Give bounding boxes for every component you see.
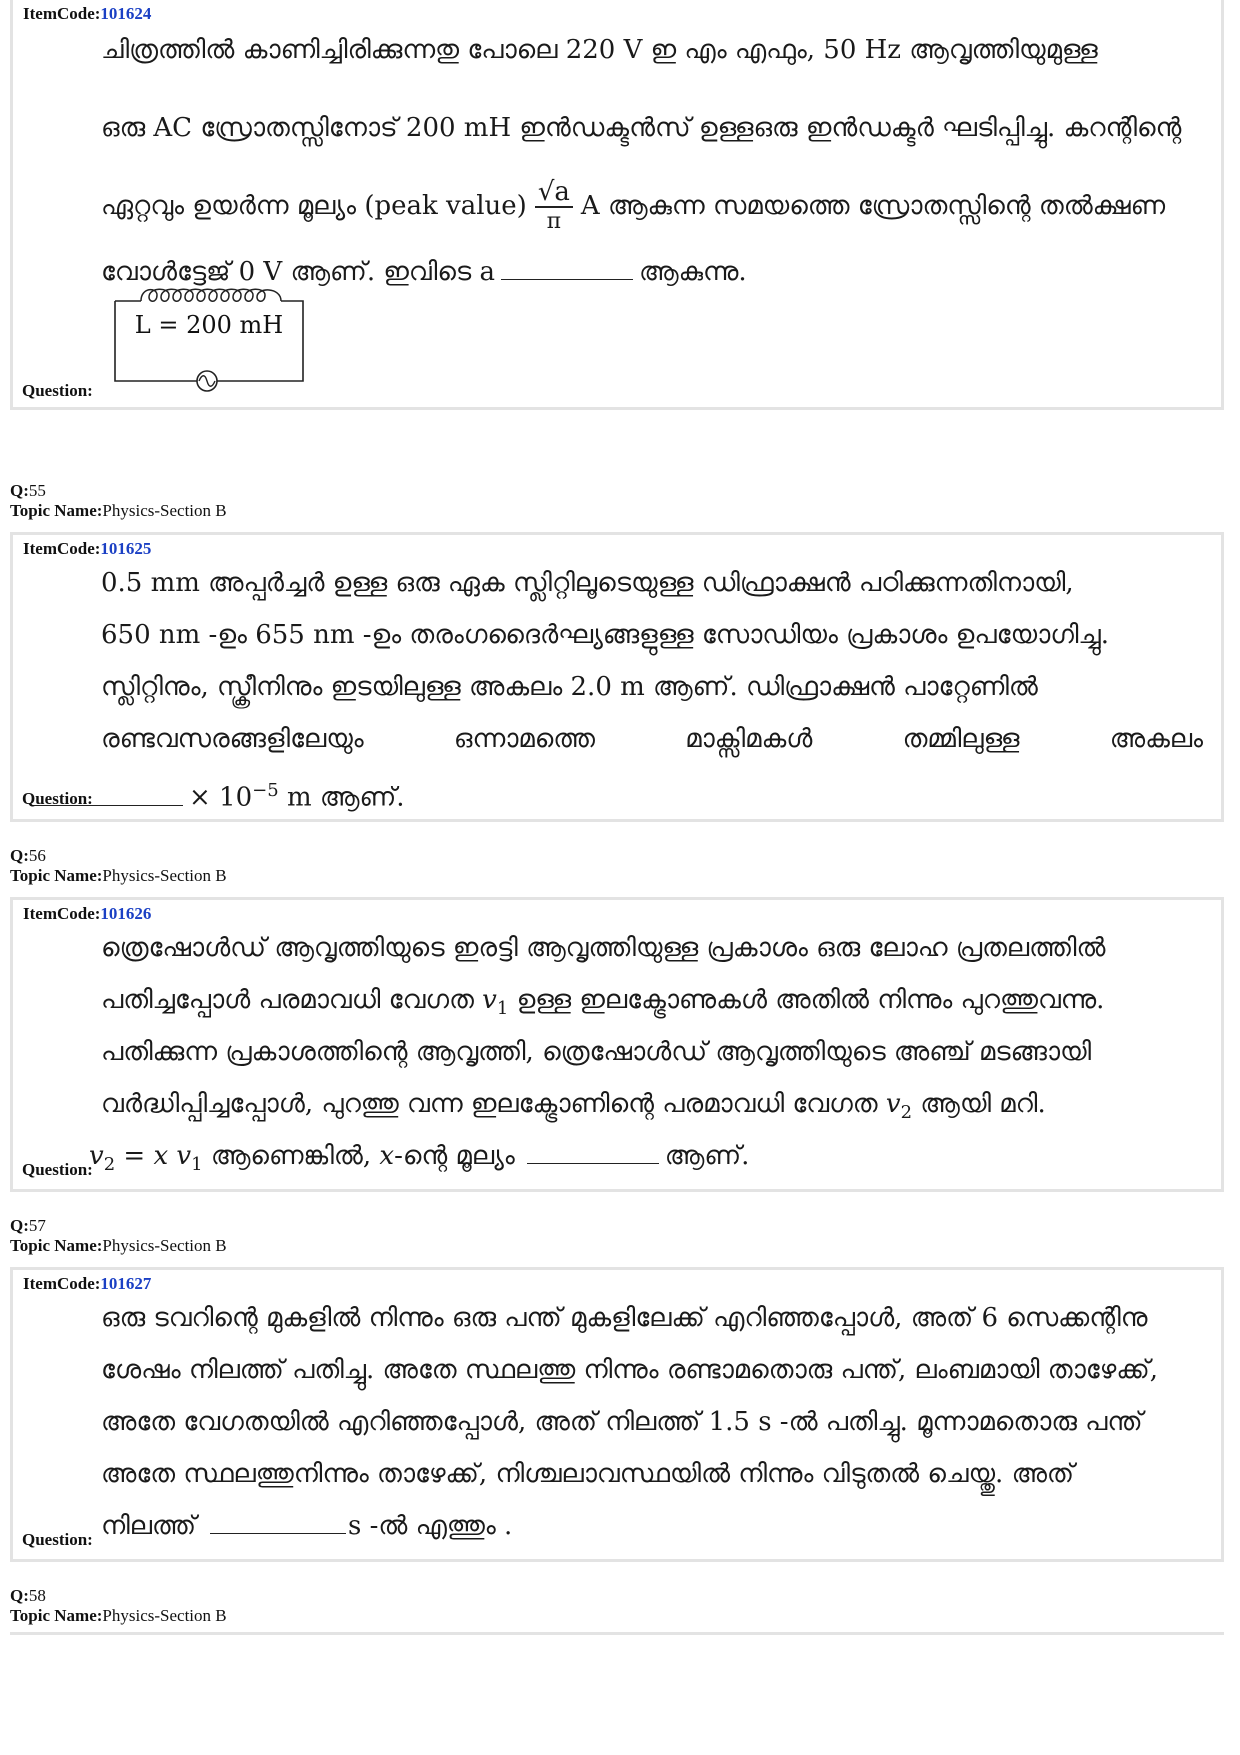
text-line: അതേ സ്ഥലത്തുനിന്നും താഴേക്ക്, നിശ്ചലാവസ്ഥയിൽ നിന്നും വിടുതൽ ചെയ്തു. അത് bbox=[101, 1459, 1075, 1489]
text-line: ത്രെഷോൾഡ് ആവൃത്തിയുടെ ഇരട്ടി ആവൃത്തിയുള്ള പ്രകാശം ഒരു ലോഹ പ്രതലത്തിൽ bbox=[101, 933, 1106, 963]
question-text bbox=[101, 24, 1203, 298]
question-text bbox=[89, 922, 1203, 1182]
text-line: വോൾട്ടേജ് 0 V ആണ്. ഇവിടെ a ആകുന്നു. bbox=[101, 246, 1203, 298]
question-meta-58: Q:58 Topic Name:Physics-Section B bbox=[10, 1586, 227, 1625]
question-number: 57 bbox=[28, 1216, 46, 1235]
question-number: 55 bbox=[28, 481, 46, 500]
question-box-101624 bbox=[10, 0, 1224, 410]
answer-blank bbox=[501, 253, 633, 280]
question-meta-56: Q:56 Topic Name:Physics-Section B bbox=[10, 846, 227, 885]
item-code-row: ItemCode:101624 bbox=[23, 4, 152, 23]
question-label: Question: bbox=[22, 1530, 93, 1549]
inductor-circuit-diagram bbox=[113, 287, 313, 397]
question-label: Question: bbox=[22, 381, 93, 400]
item-code-row: ItemCode:101627 bbox=[23, 1274, 152, 1293]
text-line: രണ്ടവസരങ്ങളിലേയും ഒന്നാമത്തെ മാക്സിമകൾ തമ്മിലുള്ള അകലം bbox=[101, 724, 1203, 754]
text-line: പതിച്ചപ്പോൾ പരമാവധി വേഗത $v_1$ ഉള്ള ഇലക്ട്രോണുകൾ അതിൽ നിന്നും പുറത്തുവന്നു. bbox=[101, 985, 1105, 1020]
topic-name: Physics-Section B bbox=[102, 866, 227, 885]
question-box-101626 bbox=[10, 897, 1224, 1192]
text-line: ഒരു ടവറിന്റെ മുകളിൽ നിന്നും ഒരു പന്ത് മുകളിലേക്ക് എറിഞ്ഞപ്പോൾ, അത് 6 സെക്കന്റിനു bbox=[101, 1303, 1148, 1333]
question-label: Question: bbox=[22, 789, 93, 808]
item-code-link[interactable]: 101626 bbox=[100, 904, 152, 923]
question-text bbox=[101, 1292, 1203, 1552]
item-code-row: ItemCode:101626 bbox=[23, 904, 152, 923]
question-text bbox=[101, 557, 1203, 817]
question-label: Question: bbox=[22, 1160, 93, 1179]
topic-name: Physics-Section B bbox=[102, 501, 227, 520]
text-line: ഒരു AC സ്രോതസ്സിനോട് 200 mH ഇൻഡക്ടൻസ് ഉള്ളഒരു ഇൻഡക്ടർ ഘടിപ്പിച്ചു. കറന്റിന്റെ bbox=[101, 113, 1182, 143]
question-number: 58 bbox=[28, 1586, 46, 1605]
text-line: 0.5 mm അപ്പർച്ചർ ഉള്ള ഒരു ഏക സ്ലിറ്റിലൂടെയുള്ള ഡിഫ്രാക്ഷൻ പഠിക്കുന്നതിനായി, bbox=[101, 568, 1074, 598]
text-line: × $10^{-5}$ m ആണ്. bbox=[23, 765, 1203, 817]
item-code-link[interactable]: 101624 bbox=[100, 4, 152, 23]
question-box-101625 bbox=[10, 532, 1224, 822]
text-line: 650 nm -ഉം 655 nm -ഉം തരംഗദൈർഘ്യങ്ങളുള്ള സോഡിയം പ്രകാശം ഉപയോഗിച്ചു. bbox=[101, 620, 1110, 650]
topic-name: Physics-Section B bbox=[102, 1606, 227, 1625]
text-line: വർദ്ധിപ്പിച്ചപ്പോൾ, പുറത്തു വന്ന ഇലക്ട്രോണിന്റെ പരമാവധി വേഗത $v_2$ ആയി മറി. bbox=[101, 1089, 1046, 1124]
next-box-edge bbox=[10, 1632, 1224, 1635]
text-line: ചിത്രത്തിൽ കാണിച്ചിരിക്കുന്നതു പോലെ 220 V ഇ എം എഫും, 50 Hz ആവൃത്തിയുമുള്ള bbox=[101, 35, 1098, 65]
answer-blank bbox=[210, 1507, 346, 1534]
inductor-label: L = 200 mH bbox=[134, 311, 284, 339]
question-number: 56 bbox=[28, 846, 46, 865]
text-line: സ്ലിറ്റിനും, സ്ക്രീനിനും ഇടയിലുള്ള അകലം 2.0 m ആണ്. ഡിഫ്രാക്ഷൻ പാറ്റേണിൽ bbox=[101, 672, 1038, 702]
item-code-link[interactable]: 101627 bbox=[100, 1274, 152, 1293]
question-meta-55: Q:55 Topic Name:Physics-Section B bbox=[10, 481, 227, 520]
item-code-row: ItemCode:101625 bbox=[23, 539, 152, 558]
text-line: ശേഷം നിലത്ത് പതിച്ചു. അതേ സ്ഥലത്തു നിന്നും രണ്ടാമതൊരു പന്ത്, ലംബമായി താഴേക്ക്, bbox=[101, 1355, 1158, 1385]
question-box-101627 bbox=[10, 1267, 1224, 1562]
text-line: പതിക്കുന്ന പ്രകാശത്തിന്റെ ആവൃത്തി, ത്രെഷോൾഡ് ആവൃത്തിയുടെ അഞ്ച് മടങ്ങായി bbox=[101, 1037, 1092, 1067]
text-line: $v_2 = x$ $v_1$ ആണെങ്കിൽ, x-ന്റെ മൂല്യം ആണ്. bbox=[89, 1130, 1203, 1182]
text-line: അതേ വേഗതയിൽ എറിഞ്ഞപ്പോൾ, അത് നിലത്ത് 1.5 s -ൽ പതിച്ചു. മൂന്നാമതൊരു പന്ത് bbox=[101, 1407, 1143, 1437]
text-line: നിലത്ത് s -ൽ എത്തും . bbox=[101, 1500, 1203, 1552]
answer-blank bbox=[527, 1137, 659, 1164]
sqrt-a-over-pi: $\frac{√a}{\pi}$ bbox=[535, 178, 573, 236]
item-code-link[interactable]: 101625 bbox=[100, 539, 152, 558]
text-line: ഏറ്റവും ഉയർന്ന മൂല്യം (peak value) $\frac{√a}{\pi}$ A ആകുന്ന സമയത്തെ സ്രോതസ്സിന്റെ തൽക്ഷണ bbox=[101, 177, 1166, 234]
question-meta-57: Q:57 Topic Name:Physics-Section B bbox=[10, 1216, 227, 1255]
topic-name: Physics-Section B bbox=[102, 1236, 227, 1255]
